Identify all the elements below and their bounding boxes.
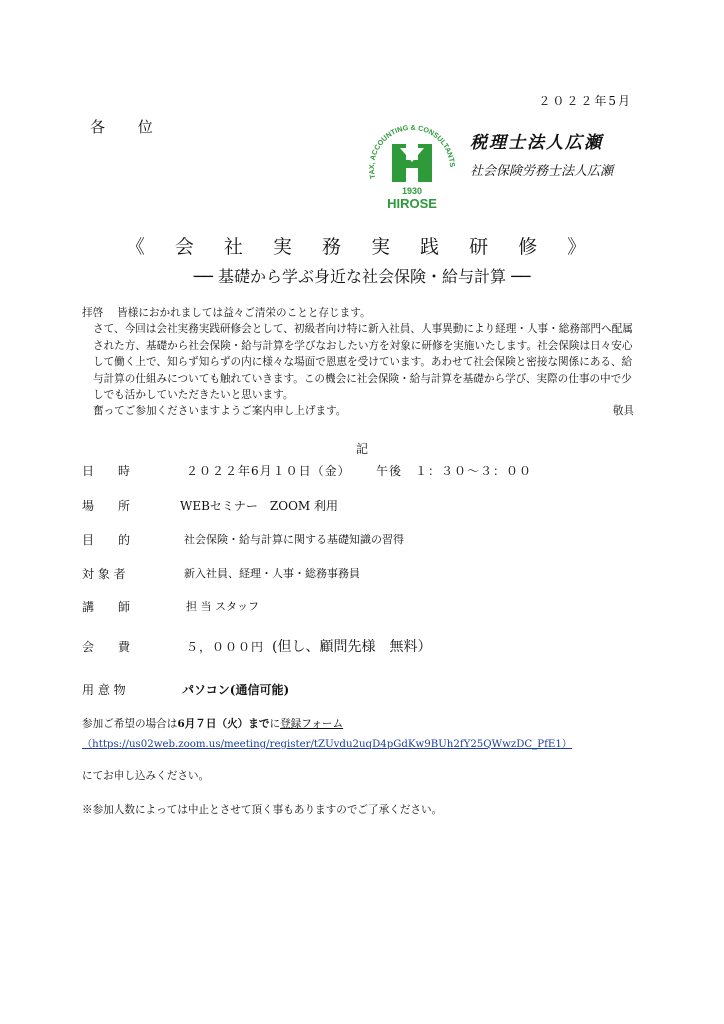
datetime-time: 午後 １：３０～３：００ — [376, 464, 533, 478]
application-url-line — [82, 735, 642, 750]
items-label: 用 意 物 — [82, 683, 126, 697]
place-label: 場 所 — [82, 499, 131, 513]
target-value: 新入社員、経理・人事・総務事務員 — [184, 567, 360, 580]
application-suffix: に — [269, 718, 281, 730]
datetime-label: 日 時 — [82, 464, 131, 478]
lecturer-value: 担 当 スタッフ — [186, 600, 259, 613]
closing-line: 奮ってご参加くださいますようご案内申し上げます。 — [93, 405, 347, 418]
application-deadline: 6月７日（火）まで — [177, 718, 270, 730]
fee-value: ５，０００円 — [186, 640, 265, 654]
greeting-open: 拝啓 皆様におかれましては益々ご清栄のことと存じます。 — [82, 307, 371, 319]
registration-form-link[interactable]: 登録フォーム — [280, 718, 344, 730]
addressee: 各 位 — [90, 118, 167, 136]
letter-body — [82, 305, 634, 420]
target-label: 対 象 者 — [82, 567, 126, 581]
purpose-label: 目 的 — [82, 533, 131, 547]
document-title: 《 会 社 実 務 実 践 研 修 》 — [125, 236, 599, 258]
logo-graphic — [362, 118, 462, 218]
lecturer-label: 講 師 — [82, 600, 131, 614]
ki-marker: 記 — [355, 442, 368, 456]
closing-row — [82, 403, 634, 419]
closing-word: 敬具 — [612, 405, 634, 418]
fee-label: 会 費 — [82, 640, 131, 654]
logo-year: 1930 — [401, 186, 423, 196]
logo-arc-textpath: TAX, ACCOUNTING & CONSULTANTS — [366, 122, 458, 180]
application-line-3: にてお申し込みください。 — [82, 770, 210, 782]
firm-name-tax: 税理士法人広瀬 — [470, 133, 603, 153]
body-paragraph: さて、今回は会社実務実践研修会として、初級者向け特に新入社員、人事異動により経理・人事・総務部門へ配属された方、基礎から社会保険・給与計算を学びなおしたい方を対象に研修を実施いたします。社会保険は日々安心して働く上で、知らず知らずの内に様々な場面で恩恵を受けています。あわせて社会保険と密接な関係にある、給与計算の仕組みについても触れていきます。この機会に社会保険・給与計算を基礎から学び、実際の仕事の中で少しでも活かしていただきたいと思います。 — [93, 323, 633, 402]
datetime-date: ２０２２年6月１０日（金） — [186, 464, 351, 478]
logo-name: HIROSE — [387, 196, 437, 211]
purpose-value: 社会保険・給与計算に関する基礎知識の習得 — [184, 533, 404, 546]
application-prefix: 参加ご希望の場合は — [82, 718, 178, 730]
place-value: WEBセミナー ZOOM 利用 — [180, 499, 339, 513]
issue-date: ２０２２年5月 — [538, 94, 632, 108]
hirose-logo — [362, 118, 462, 218]
items-value: パソコン(通信可能) — [182, 683, 290, 697]
application-line-1 — [82, 716, 642, 731]
fee-note: (但し、顧問先様 無料） — [272, 639, 432, 655]
document-subtitle: ── 基礎から学ぶ身近な社会保険・給与計算 ── — [193, 267, 531, 286]
registration-url-link[interactable]: （https://us02web.zoom.us/meeting/register/tZUvdu2uqD4pGdKw9BUh2fY25QWwzDC_PfE1） — [82, 739, 572, 750]
application-note: ※参加人数によっては中止とさせて頂く事もありますのでご了承ください。 — [82, 804, 443, 816]
firm-name-labor: 社会保険労務士法人広瀬 — [470, 164, 614, 179]
